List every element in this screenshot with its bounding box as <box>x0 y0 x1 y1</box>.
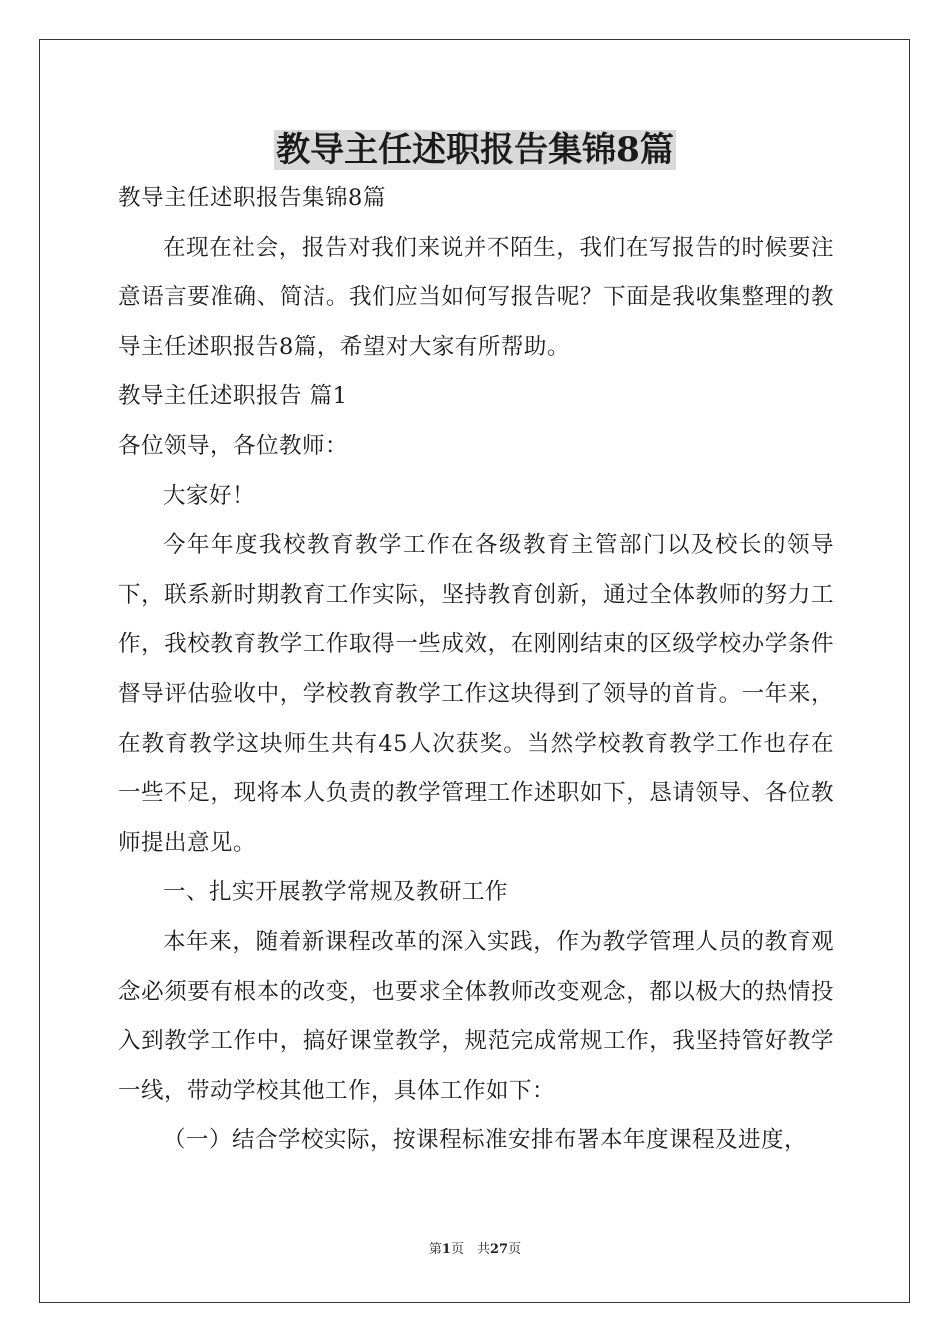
paragraph: （一）结合学校实际，按课程标准安排布署本年度课程及进度， <box>163 1127 808 1154</box>
page-number-mid: 页 共 <box>450 1242 490 1257</box>
paragraph: 在现在社会，报告对我们来说并不陌生，我们在写报告的时候要注意语言要准确、简洁。我们应当如何写报告呢？下面是我收集整理的教导主任述职报告8篇，希望对大家有所帮助。 <box>118 234 834 360</box>
paragraph: 教导主任述职报告集锦8篇 <box>118 185 386 211</box>
page-number-prefix: 第 <box>428 1242 442 1257</box>
paragraph: 各位领导，各位教师： <box>118 432 349 459</box>
document-title-text: 教导主任述职报告集锦8篇 <box>276 130 674 170</box>
page-number-total: 27 <box>489 1242 509 1257</box>
page-number-suffix: 页 <box>508 1242 522 1257</box>
paragraph: 教导主任述职报告 篇1 <box>118 383 348 410</box>
page-number-current: 1 <box>441 1242 451 1257</box>
paragraph: 今年年度我校教育教学工作在各级教育主管部门以及校长的领导下，联系新时期教育工作实际，坚持教育创新，通过全体教师的努力工作，我校教育教学工作取得一些成效，在刚刚结束的区级学校办学条件督导评估验收中，学校教育教学工作这块得到了领导的首肯。一年来，在教育教学这块师生共有45人次获奖。当然学校教育教学工作也存在一些不足，现将本人负责的教学管理工作述职如下，恳请领导、各位教师提出意见。 <box>118 532 834 856</box>
paragraph: 本年来，随着新课程改革的深入实践，作为教学管理人员的教育观念必须要有根本的改变，也要求全体教师改变观念，都以极大的热情投入到教学工作中，搞好课堂教学，规范完成常规工作，我坚持管好教学一线，带动学校其他工作，具体工作如下： <box>118 928 834 1104</box>
paragraph: 一、扎实开展教学常规及教研工作 <box>163 879 509 906</box>
page-footer <box>0 1240 950 1260</box>
paragraph: 大家好！ <box>163 482 256 509</box>
document-body <box>118 174 834 1166</box>
document-title <box>0 124 950 176</box>
